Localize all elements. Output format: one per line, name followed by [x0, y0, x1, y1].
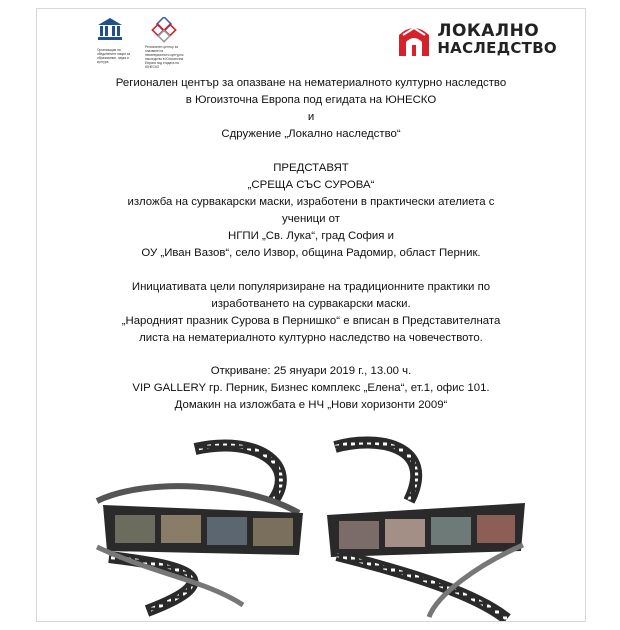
regional-center-caption: Регионален център за опазване на нематериалното културно наследство в Югоизточна Европа под егидата на ЮНЕСКО: [145, 45, 184, 69]
lokalno-nasledstvo-logo: [397, 23, 557, 57]
film-strip-left: [97, 445, 303, 611]
initiative-line-4: листа на нематериалното културно наследство на човечеството.: [139, 332, 483, 344]
invitation-page: [36, 8, 586, 622]
film-strip-graphic: [37, 405, 585, 621]
brand-line-2: НАСЛЕДСТВО: [437, 39, 557, 57]
organizer-line-1: Регионален център за опазване на нематериалното културно наследство: [115, 77, 507, 89]
exhibition-desc-1: изложба на сурвакарски маски, изработени в практически ателиета с: [127, 196, 495, 208]
opening-date: Откриване: 25 януари 2019 г., 13.00 ч.: [210, 365, 412, 377]
regional-center-logo: [145, 17, 193, 69]
unesco-logo: [97, 17, 137, 64]
regional-center-icon: [151, 17, 177, 43]
exhibition-desc-2: ученици от: [282, 213, 340, 225]
school-1: НГПИ „Св. Лука“, град София и: [228, 230, 394, 242]
presents-heading: ПРЕДСТАВЯТ: [273, 162, 349, 174]
invitation-text: [37, 75, 585, 414]
partner-logos: [97, 17, 193, 69]
exhibition-title: „СРЕЩА СЪС СУРОВА“: [247, 179, 375, 191]
venue: VIP GALLERY гр. Перник, Бизнес комплекс „Елена“, ет.1, офис 101.: [132, 382, 490, 394]
film-strip-right: [327, 442, 525, 619]
school-2: ОУ „Иван Вазов“, село Извор, община Радомир, област Перник.: [141, 247, 481, 259]
unesco-caption: Организация на обединените нации за образование, наука и култура: [97, 48, 131, 64]
initiative-line-2: изработването на сурвакарски маски.: [211, 298, 411, 310]
unesco-temple-icon: [97, 17, 123, 41]
organizer-line-3: Сдружение „Локално наследство“: [221, 128, 401, 140]
organizer-line-2: в Югоизточна Европа под егидата на ЮНЕСКО: [185, 94, 437, 106]
brand-line-1: ЛОКАЛНО: [437, 21, 540, 41]
heritage-house-icon: [397, 23, 431, 57]
initiative-line-3: „Народният празник Сурова в Пернишко“ е вписан в Представителната: [121, 315, 501, 327]
initiative-line-1: Инициативата цели популяризиране на традиционните практики по: [131, 281, 491, 293]
host: Домакин на изложбата е НЧ „Нови хоризонти 2009“: [174, 399, 448, 411]
organizer-conjunction: и: [307, 111, 315, 123]
